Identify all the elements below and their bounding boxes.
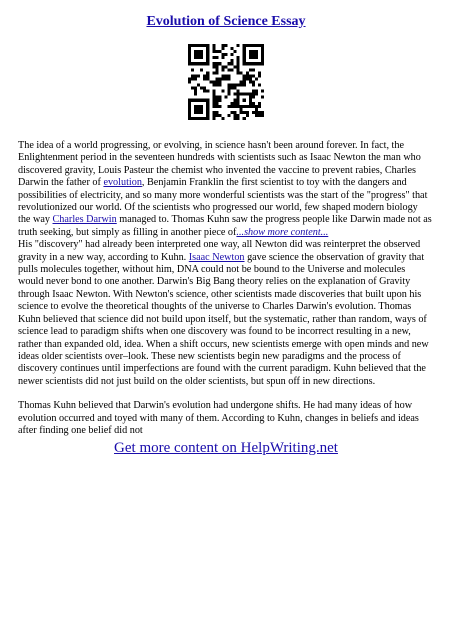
qr-code-icon bbox=[188, 44, 264, 120]
document-title[interactable]: Evolution of Science Essay bbox=[146, 14, 306, 29]
paragraph-text: The idea of a world progressing, or evolving, in science hasn't been around forever. In fact, the Enlightenment period in the seventeen hundreds with scientists such as Isaac Newton the man who discovered gravity, Louis Pasteur the chemist who invented the vaccine to prevent rabies, Charles Darwin the father of bbox=[18, 140, 421, 189]
paragraph-text: His "discovery" had already been interpreted one way, all Newton did was reinterpret the observed gravity in a new way, according to Kuhn. bbox=[18, 239, 421, 263]
link-charles-darwin[interactable]: Charles Darwin bbox=[52, 214, 117, 226]
helpwriting-link[interactable]: Get more content on HelpWriting.net bbox=[114, 440, 338, 456]
link-isaac-newton[interactable]: Isaac Newton bbox=[188, 251, 245, 263]
paragraph-text: gave science the observation of gravity that pulls molecules together, without him, DNA could not be bound to the Universe and molecules would never bond to one another. Darwin's Big Bang theory relies on the explanation of Gravity through Isaac Newton. With Newton's science, other scientists made discoveries that built upon his science to evolve the theoretical thoughts of the universe to Charles Darwin's evolution. Thomas Kuhn believed that science did not build upon itself, but the systematic, rather than random, ways of science lead to paradigm shifts when one discovery was found to be incorrect resulting in a new, rather than expanded old, idea. When a shift occurs, new scientists emerge with open minds and new ideas older scientists over–look. These new scientists begin new paradigms and the process of discovery continues until imperfections are found with the current paradigm. Kuhn believed that the newer scientists did not just build on the older scientists, but spun off in new directions. bbox=[18, 251, 429, 387]
link-evolution[interactable]: evolution bbox=[103, 177, 142, 189]
paragraph-2: Thomas Kuhn believed that Darwin's evolution had undergone shifts. He had many ideas of how evolution occurred and toyed with many of them. According to Kuhn, changes in beliefs and ideas after finding one belief did not bbox=[18, 400, 419, 436]
paragraph-1 bbox=[18, 140, 432, 388]
essay-body bbox=[18, 140, 432, 437]
show-more-link[interactable]: ...show more content... bbox=[236, 226, 329, 238]
paragraph-text: , Benjamin Franklin the first scientist to toy with the dangers and possibilities of electricity, and so many more wonderful scientists was the start of the "progress" that revolutionized our world. Of the scientists who progressed our world, few shaped modern biology the way bbox=[18, 177, 428, 226]
paragraph-text: managed to. Thomas Kuhn saw the progress people like Darwin made not as truth seeking, but simply as filling in another piece of bbox=[18, 214, 432, 238]
